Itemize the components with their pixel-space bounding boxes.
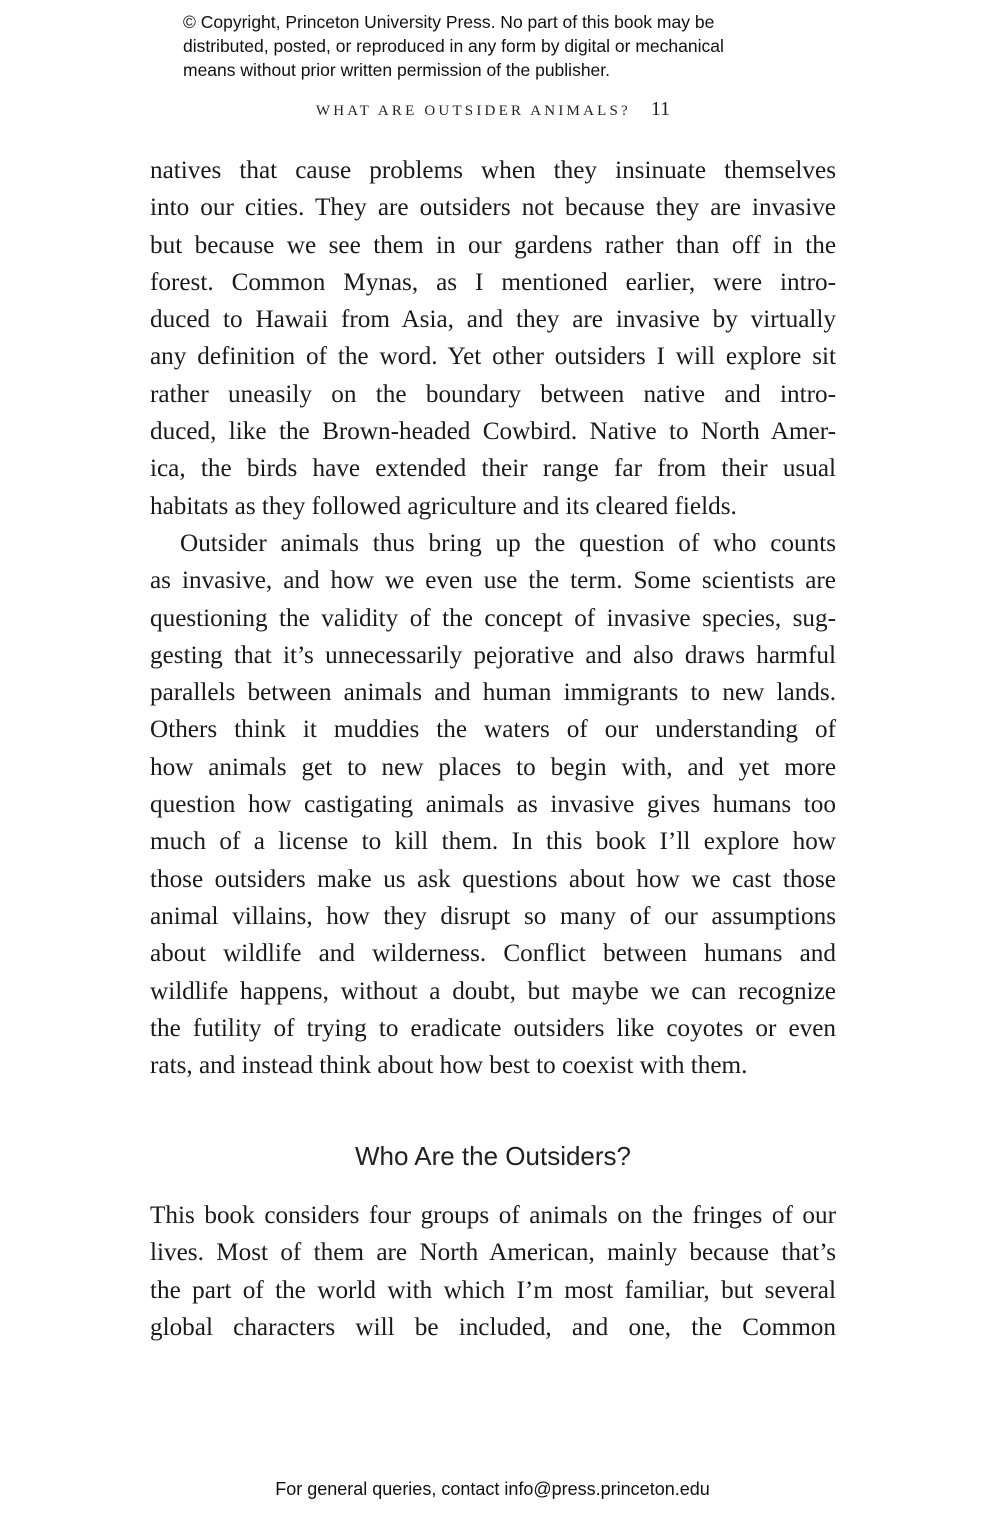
text-line: gesting that it’s unnecessarily pejorative and also draws harmful [150, 641, 836, 669]
text-line: any definition of the word. Yet other outsiders I will explore sit [150, 343, 836, 371]
page-number: 11 [650, 98, 671, 120]
text-line: ica, the birds have extended their range far from their usual [150, 455, 836, 483]
text-line: duced to Hawaii from Asia, and they are invasive by virtually [150, 306, 836, 334]
text-line: but because we see them in our gardens rather than off in the [150, 231, 836, 259]
text-line: parallels between animals and human immigrants to new lands. [150, 679, 836, 707]
text-line: This book considers four groups of animals on the fringes of our [150, 1202, 836, 1229]
text-line: rats, and instead think about how best to coexist with them. [150, 1052, 748, 1080]
text-line: forest. Common Mynas, as I mentioned earlier, were intro- [150, 268, 836, 296]
text-line: global characters will be included, and one, the Common [150, 1313, 836, 1341]
text-line: duced, like the Brown-headed Cowbird. Native to North Amer- [150, 418, 836, 446]
copyright-line: means without prior written permission of the publisher. [183, 60, 611, 80]
text-line: question how castigating animals as invasive gives humans too [150, 791, 836, 819]
text-line: as invasive, and how we even use the term. Some scientists are [150, 567, 836, 595]
text-line: rather uneasily on the boundary between native and intro- [150, 380, 836, 408]
body-text-block [150, 1197, 836, 1346]
text-line: Outsider animals thus bring up the question of who counts [180, 529, 836, 557]
text-line: how animals get to new places to begin with, and yet more [150, 753, 836, 781]
copyright-line: distributed, posted, or reproduced in any form by digital or mechanical [183, 36, 724, 56]
text-line: natives that cause problems when they insinuate themselves [150, 157, 836, 184]
text-line: those outsiders make us ask questions about how we cast those [150, 865, 836, 893]
text-line: questioning the validity of the concept of invasive species, sug- [150, 604, 836, 632]
running-head-title: WHAT ARE OUTSIDER ANIMALS? [315, 103, 631, 119]
text-line: the futility of trying to eradicate outsiders like coyotes or even [150, 1014, 836, 1042]
text-line: about wildlife and wilderness. Conflict between humans and [150, 940, 836, 968]
text-line: much of a license to kill them. In this book I’ll explore how [150, 828, 836, 856]
paragraph [150, 525, 836, 1084]
running-head [150, 98, 836, 121]
text-line: wildlife happens, without a doubt, but maybe we can recognize [150, 977, 836, 1005]
section-heading: Who Are the Outsiders? [354, 1141, 632, 1171]
text-line: animal villains, how they disrupt so many of our assumptions [150, 902, 836, 930]
paragraph [150, 1197, 836, 1346]
text-line: lives. Most of them are North American, mainly because that’s [150, 1239, 836, 1267]
body-text-block [150, 152, 836, 1084]
text-line: the part of the world with which I’m most familiar, but several [150, 1276, 836, 1304]
text-line: habitats as they followed agriculture and its cleared fields. [150, 492, 737, 520]
text-line: into our cities. They are outsiders not because they are invasive [150, 194, 836, 222]
footer-contact: For general queries, contact info@press.princeton.edu [275, 1479, 710, 1499]
text-line: Others think it muddies the waters of our understanding of [150, 716, 836, 744]
copyright-line: © Copyright, Princeton University Press. No part of this book may be [183, 12, 715, 32]
paragraph [150, 152, 836, 525]
copyright-notice [183, 10, 823, 82]
